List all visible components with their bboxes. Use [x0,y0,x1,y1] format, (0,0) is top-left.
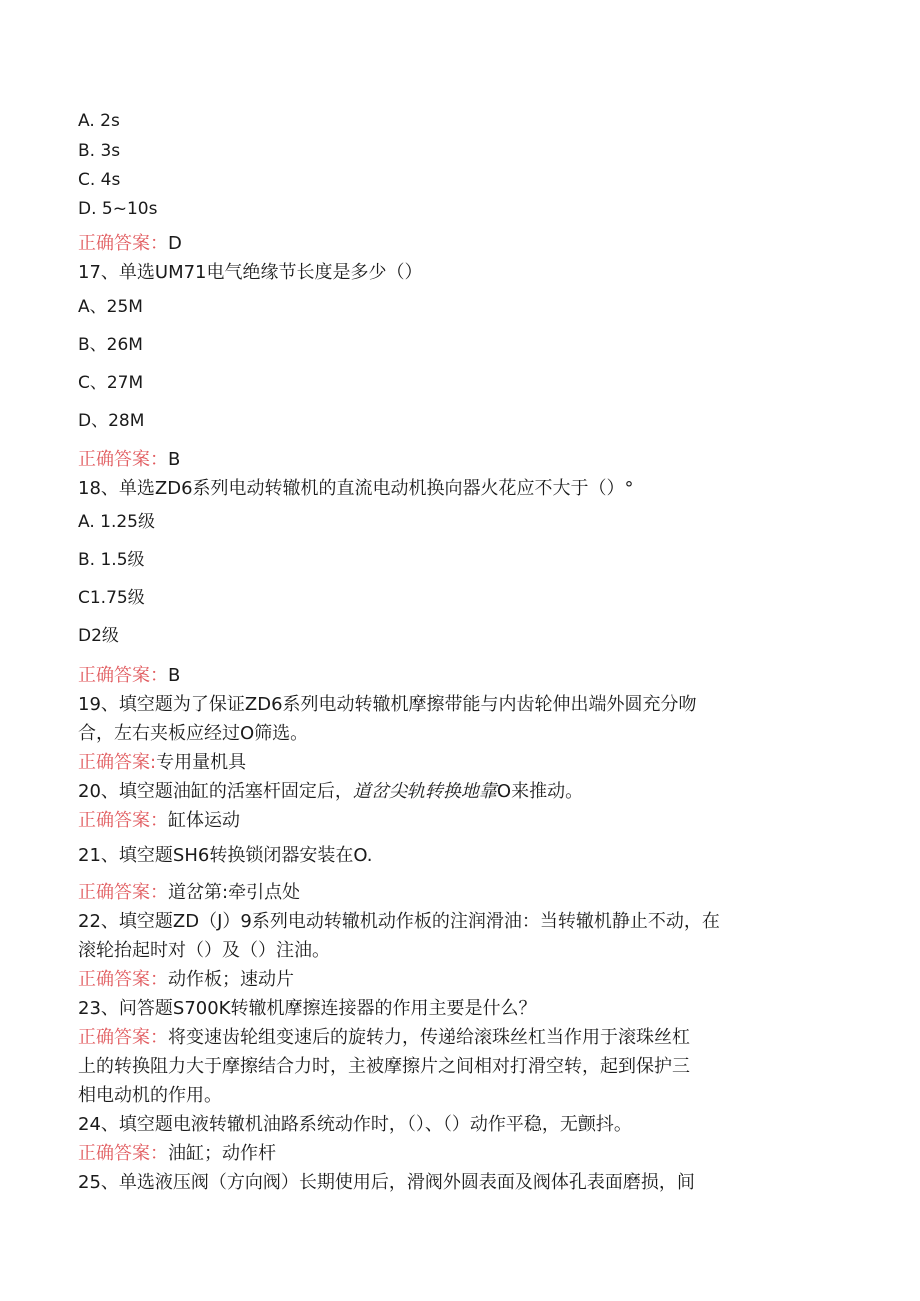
answer-label: 正确答案： [78,882,168,903]
question-19-stem-line1: 19、填空题为了保证ZD6系列电动转辙机摩擦带能与内齿轮伸出端外圆充分吻 [78,694,697,715]
answer-label: 正确答案： [78,1143,168,1164]
answer-line [78,664,180,688]
answer-line [78,232,182,256]
answer-value: D [168,233,182,254]
answer-label: 正确答案： [78,969,168,990]
option-d: D2级 [78,626,119,646]
answer-value: 专用量机具 [156,752,247,773]
answer-continuation: 相电动机的作用。 [78,1085,222,1106]
option-a: A. 2s [78,111,120,131]
answer-label: 正确答案： [78,665,168,686]
answer-continuation: 上的转换阻力大于摩擦结合力时，主被摩擦片之间相对打滑空转，起到保护三 [78,1056,690,1077]
question-19-stem-line2: 合，左右夹板应经过O筛选。 [78,723,309,744]
answer-value: 将变速齿轮组变速后的旋转力，传递给滚珠丝杠当作用于滚珠丝杠 [168,1027,690,1048]
answer-line [78,968,294,992]
answer-line [78,448,180,472]
option-b: B. 3s [78,141,121,161]
question-18-stem: 18、单选ZD6系列电动转辙机的直流电动机换向器火花应不大于（）° [78,478,634,499]
answer-value: 道岔第:牵引点处 [168,882,301,903]
answer-line [78,1142,276,1166]
option-c: C. 4s [78,170,121,190]
answer-label: 正确答案： [78,233,168,254]
option-b: B、26M [78,335,143,355]
answer-label: 正确答案： [78,810,168,831]
option-a: A、25M [78,297,143,317]
stem-text: 20、填空题油缸的活塞杆固定后， [78,781,353,802]
option-b: B. 1.5级 [78,550,145,570]
question-21-stem: 21、填空题SH6转换锁闭器安装在O. [78,845,373,866]
question-20-stem [78,780,583,804]
stem-italic-text: 道岔尖轨转换地靠 [352,781,497,802]
answer-label: 正确答案： [78,1027,168,1048]
answer-value: 缸体运动 [168,810,240,831]
question-23-stem: 23、问答题S700K转辙机摩擦连接器的作用主要是什么？ [78,998,537,1019]
option-d: D、28M [78,411,145,431]
answer-value: B [168,449,181,470]
option-c: C1.75级 [78,588,145,608]
answer-value: 动作板；速动片 [168,969,294,990]
question-22-stem-line2: 滚轮抬起时对（）及（）注油。 [78,940,330,961]
answer-line [78,809,240,833]
answer-value: 油缸；动作杆 [168,1143,276,1164]
answer-label: 正确答案： [78,449,168,470]
answer-label: 正确答案: [78,752,157,773]
answer-line [78,1026,690,1050]
question-22-stem-line1: 22、填空题ZD（J）9系列电动转辙机动作板的注润滑油：当转辙机静止不动，在 [78,911,720,932]
question-25-stem: 25、单选液压阀（方向阀）长期使用后，滑阀外圆表面及阀体孔表面磨损，间 [78,1172,695,1193]
option-d: D. 5~10s [78,199,158,219]
stem-text: O来推动。 [496,781,584,802]
option-c: C、27M [78,373,144,393]
answer-line [78,751,246,775]
answer-value: B [168,665,181,686]
answer-line [78,881,300,905]
question-17-stem: 17、单选UM71电气绝缘节长度是多少（） [78,262,423,283]
option-a: A. 1.25级 [78,512,155,532]
question-24-stem: 24、填空题电液转辙机油路系统动作时，（）、（）动作平稳，无颤抖。 [78,1114,632,1135]
